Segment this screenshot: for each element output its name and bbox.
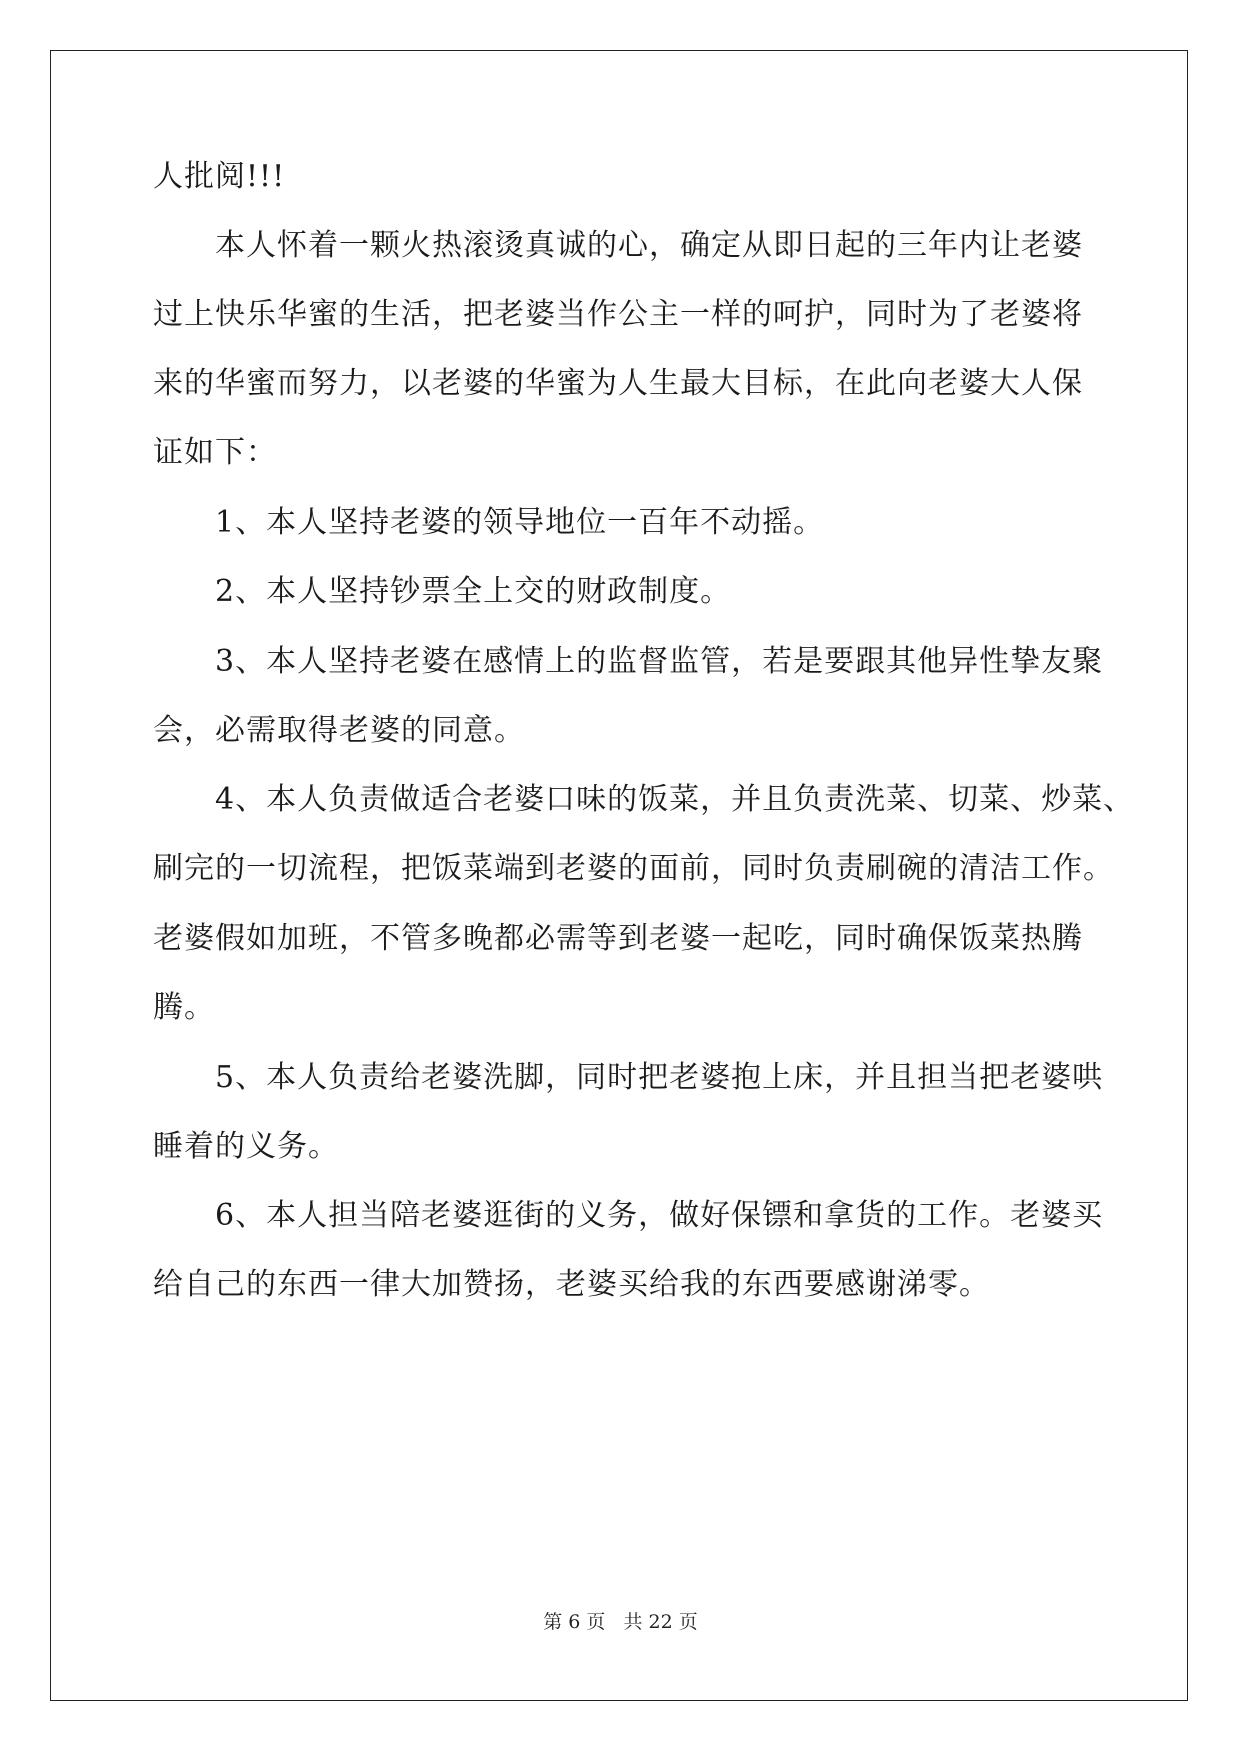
- text-line: 人批阅!!!: [153, 159, 286, 194]
- text-line: 来的华蜜而努力，以老婆的华蜜为人生最大目标，在此向老婆大人保: [153, 366, 1083, 401]
- text-line: 4、本人负责做适合老婆口味的饭菜，并且负责洗菜、切菜、炒菜、: [215, 782, 1135, 817]
- text-line: 给自己的东西一律大加赞扬，老婆买给我的东西要感谢涕零。: [153, 1267, 990, 1302]
- text-line: 5、本人负责给老婆洗脚，同时把老婆抱上床，并且担当把老婆哄: [215, 1060, 1104, 1095]
- text-line: 睡着的义务。: [153, 1129, 339, 1164]
- text-line: 本人怀着一颗火热滚烫真诚的心，确定从即日起的三年内让老婆: [215, 228, 1083, 263]
- text-line: 证如下：: [153, 435, 277, 470]
- text-line: 过上快乐华蜜的生活，把老婆当作公主一样的呵护，同时为了老婆将: [153, 297, 1083, 332]
- text-line: 老婆假如加班，不管多晚都必需等到老婆一起吃，同时确保饭菜热腾: [153, 921, 1083, 956]
- text-line: 2、本人坚持钞票全上交的财政制度。: [215, 574, 732, 609]
- text-line: 6、本人担当陪老婆逛街的义务，做好保镖和拿货的工作。老婆买: [215, 1198, 1104, 1233]
- page-footer: [0, 1607, 1241, 1634]
- text-line: 3、本人坚持老婆在感情上的监督监管，若是要跟其他异性挚友聚: [215, 644, 1104, 679]
- text-line: 刷完的一切流程，把饭菜端到老婆的面前，同时负责刷碗的清洁工作。: [153, 851, 1114, 886]
- page-total: 共 22 页: [623, 1611, 698, 1633]
- page-number: 第 6 页: [543, 1611, 606, 1633]
- text-line: 1、本人坚持老婆的领导地位一百年不动摇。: [215, 505, 825, 540]
- text-line: 腾。: [153, 990, 215, 1025]
- text-line: 会，必需取得老婆的同意。: [153, 713, 525, 748]
